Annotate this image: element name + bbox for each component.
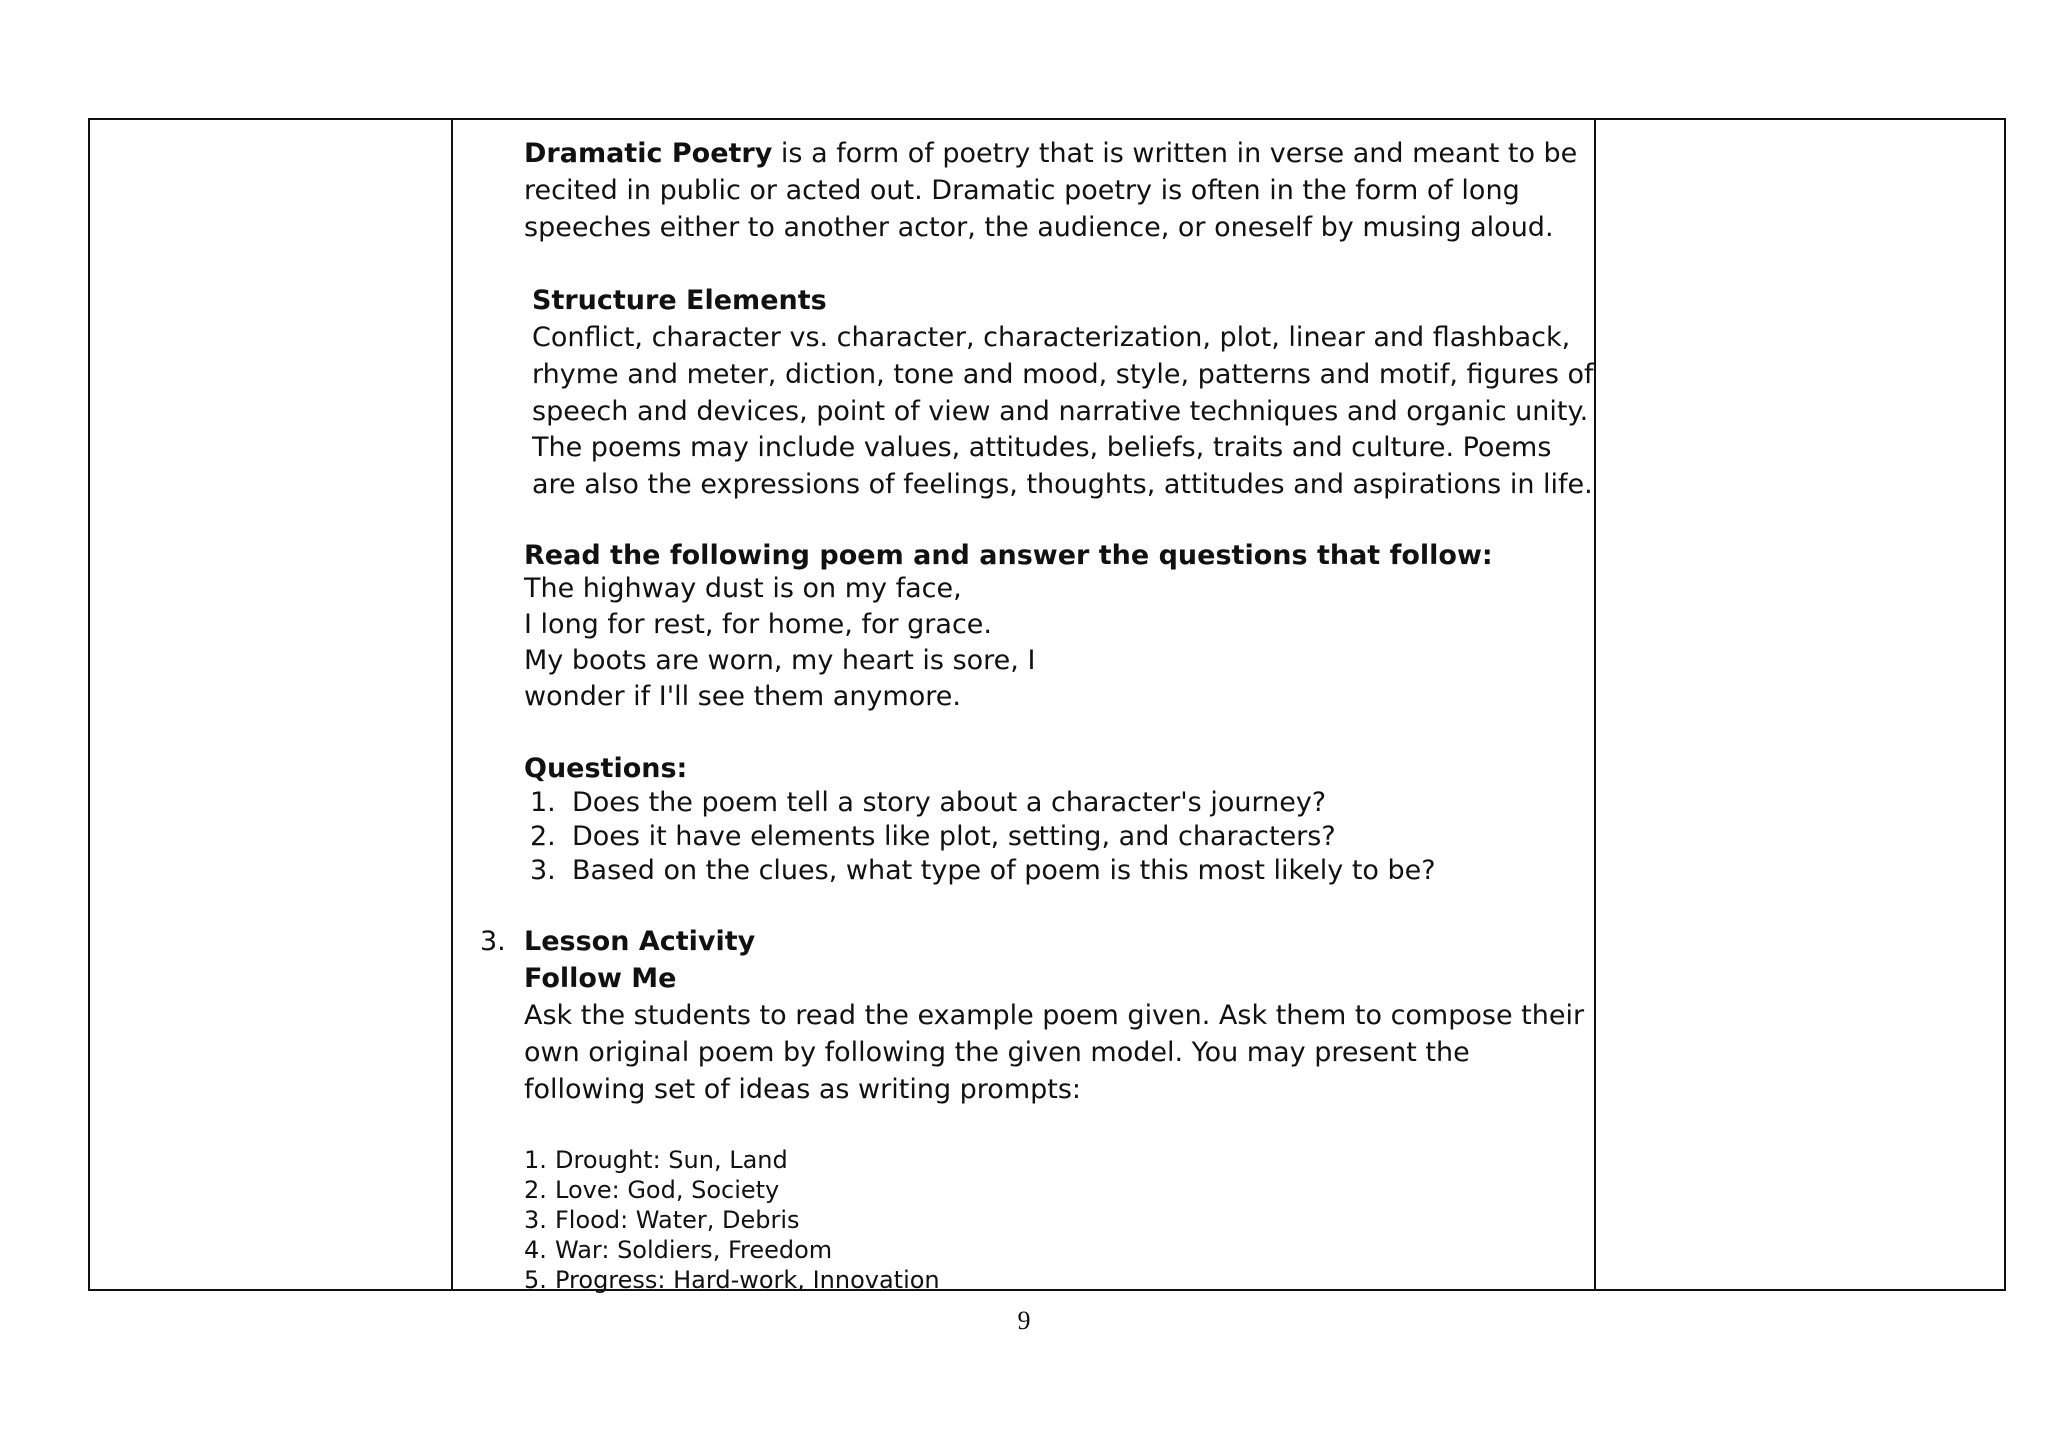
prompt-text: Flood: Water, Debris	[555, 1206, 800, 1235]
column-divider-left	[451, 120, 453, 1289]
page-number: 9	[1017, 1306, 1031, 1335]
prompt-number: 3.	[524, 1206, 547, 1235]
activity-subheading: Follow Me	[524, 963, 677, 995]
question-text: Based on the clues, what type of poem is this most likely to be?	[572, 854, 1436, 886]
prompt-text: War: Soldiers, Freedom	[555, 1236, 833, 1265]
lesson-content	[480, 136, 1594, 1295]
prompt-item	[524, 1205, 1594, 1235]
prompt-text: Drought: Sun, Land	[555, 1146, 788, 1175]
question-text: Does the poem tell a story about a character's journey?	[572, 786, 1327, 818]
activity-number: 3.	[480, 926, 506, 958]
poem-line: My boots are worn, my heart is sore, I	[524, 644, 1036, 676]
question-number: 2.	[530, 820, 556, 852]
prompt-text: Progress: Hard-work, Innovation	[555, 1266, 940, 1295]
prompt-item	[524, 1265, 1594, 1295]
question-item	[524, 820, 1594, 854]
questions-heading: Questions:	[524, 752, 688, 784]
prompt-number: 1.	[524, 1146, 547, 1175]
questions-list	[524, 786, 1594, 888]
question-text: Does it have elements like plot, setting, and characters?	[572, 820, 1336, 852]
question-number: 1.	[530, 786, 556, 818]
term-dramatic-poetry: Dramatic Poetry	[524, 138, 773, 169]
poem-instruction: Read the following poem and answer the questions that follow:	[524, 539, 1493, 571]
poem-line: The highway dust is on my face,	[524, 572, 962, 604]
prompt-text: Love: God, Society	[555, 1176, 780, 1205]
question-number: 3.	[530, 854, 556, 886]
structure-elements-section	[524, 283, 1594, 504]
activity-heading: Lesson Activity	[524, 926, 756, 958]
structure-elements-body: Conflict, character vs. character, characterization, plot, linear and flashback, rhyme and meter, diction, tone and mood, style, patterns and motif, figures of speech and devices, point of view and narrative techniques and organic unity. The poems may include values, attitudes, beliefs, traits and culture. Poems are also the expressions of feelings, thoughts, attitudes and aspirations in life.	[532, 321, 1594, 501]
structure-elements-heading: Structure Elements	[532, 285, 827, 317]
poem-line: wonder if I'll see them anymore.	[524, 680, 961, 712]
writing-prompts-list	[524, 1145, 1594, 1295]
definition-text: is a form of poetry that is written in verse and meant to be recited in public or acted out. Dramatic poetry is often in the form of long speeches either to another actor, the audience, or oneself by musing aloud.	[524, 138, 1578, 243]
prompt-item	[524, 1145, 1594, 1175]
prompt-number: 4.	[524, 1236, 547, 1265]
poem-line: I long for rest, for home, for grace.	[524, 608, 992, 640]
activity-instructions: Ask the students to read the example poem given. Ask them to compose their own original poem by following the given model. You may present the following set of ideas as writing prompts:	[524, 999, 1585, 1105]
lesson-activity-section	[480, 924, 1594, 1295]
prompt-item	[524, 1175, 1594, 1205]
questions-section	[524, 752, 1594, 888]
column-divider-right	[1594, 120, 1596, 1289]
question-item	[524, 786, 1594, 820]
prompt-number: 5.	[524, 1266, 547, 1295]
dramatic-poetry-definition	[524, 136, 1594, 246]
question-item	[524, 854, 1594, 888]
prompt-number: 2.	[524, 1176, 547, 1205]
poem-section	[524, 541, 1594, 715]
prompt-item	[524, 1235, 1594, 1265]
